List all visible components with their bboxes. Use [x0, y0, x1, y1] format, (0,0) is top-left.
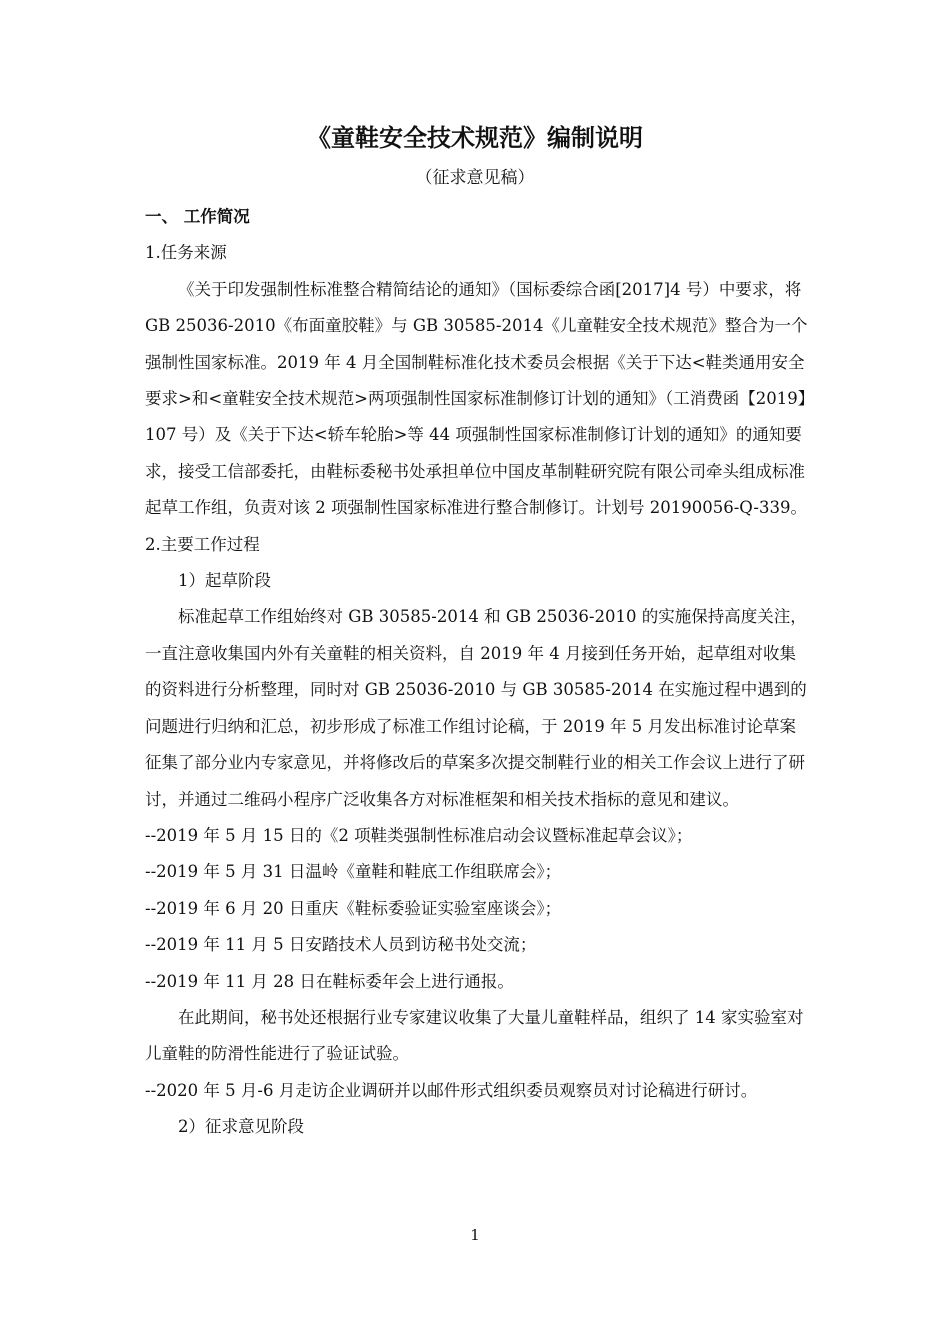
page-number: 1 — [470, 1226, 480, 1244]
document-subtitle: （征求意见稿） — [415, 168, 535, 188]
section-heading: 一、 工作简况 — [145, 207, 250, 226]
paragraph-task-source: 《关于印发强制性标准整合精简结论的通知》（国标委综合函[2017]4 号）中要求，将 GB 25036-2010《布面童胶鞋》与 GB 30585-2014《儿童鞋安全技术规范》整合为一个强制性国家标准。2019 年 4 月全国制鞋标准化技术委员会根据《关于下达<鞋类通用安全要求>和<童鞋安全技术规范>两项强制性国家标准制修订计划的通知》（工消费函【2019】107 号）及《关于下达<轿车轮胎>等 44 项强制性国家标准制修订计划的通知》的通知要求，接受工信部委托，由鞋标委秘书处承担单位中国皮革制鞋研究院有限公司牵头组成标准起草工作组，负责对该 2 项强制性国家标准进行整合制修订。计划号 20190056-Q-339。 — [145, 279, 808, 518]
paragraph-survey: --2020 年 5 月-6 月走访企业调研并以邮件形式组织委员观察员对讨论稿进行研讨。 — [145, 1080, 758, 1100]
heading-work-process: 2.主要工作过程 — [145, 534, 260, 554]
paragraph-samples: 在此期间，秘书处还根据行业专家建议收集了大量儿童鞋样品，组织了 14 家实验室对儿童鞋的防滑性能进行了验证试验。 — [145, 1007, 804, 1064]
event-item: --2019 年 11 月 28 日在鞋标委年会上进行通报。 — [145, 971, 514, 991]
paragraph-drafting: 标准起草工作组始终对 GB 30585-2014 和 GB 25036-2010 的实施保持高度关注，一直注意收集国内外有关童鞋的相关资料，自 2019 年 4 月接到任务开始，起草组对收集的资料进行分析整理，同时对 GB 25036-2010 与 GB 30585-2014 在实施过程中遇到的问题进行归纳和汇总，初步形成了标准工作组讨论稿，于 2019 年 5 月发出标准讨论草案征集了部分业内专家意见，并将修改后的草案多次提交制鞋行业的相关工作会议上进行了研讨，并通过二维码小程序广泛收集各方对标准框架和相关技术指标的意见和建议。 — [145, 607, 807, 809]
event-item: --2019 年 5 月 31 日温岭《童鞋和鞋底工作组联席会》； — [145, 862, 562, 882]
event-item: --2019 年 6 月 20 日重庆《鞋标委验证实验室座谈会》； — [145, 898, 562, 918]
document-title: 《童鞋安全技术规范》编制说明 — [307, 124, 643, 152]
subheading-consultation: 2）征求意见阶段 — [178, 1117, 304, 1137]
event-item: --2019 年 11 月 5 日安踏技术人员到访秘书处交流； — [145, 935, 537, 955]
heading-task-source: 1.任务来源 — [145, 243, 227, 263]
subheading-drafting: 1）起草阶段 — [178, 571, 271, 591]
event-item: --2019 年 5 月 15 日的《2 项鞋类强制性标准启动会议暨标准起草会议》； — [145, 825, 693, 845]
document-body — [145, 199, 812, 1146]
